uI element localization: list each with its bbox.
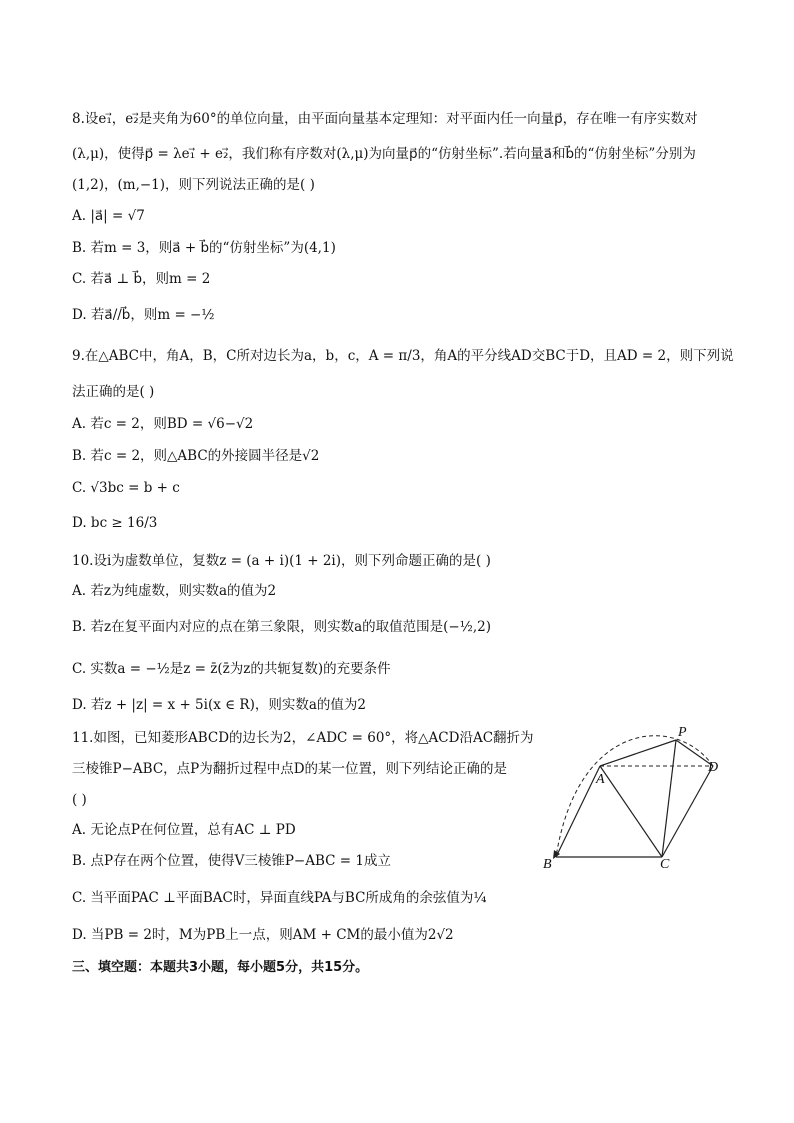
label-P: P: [678, 725, 687, 740]
q11-stem-line-1: 11.如图，已知菱形ABCD的边长为2，∠ADC = 60°，将△ACD沿AC翻折为: [72, 730, 534, 746]
q11-option-c: C. 当平面PAC ⊥平面BAC时，异面直线PA与BC所成角的余弦值为¼: [72, 890, 487, 906]
q11-stem-line-3: ( ): [72, 792, 87, 808]
q9-option-b: B. 若c = 2，则△ABC的外接圆半径是√2: [72, 448, 320, 464]
q9-option-c: C. √3bc = b + c: [72, 480, 180, 496]
edge-PC: [662, 740, 676, 857]
q10-option-a: A. 若z为纯虚数，则实数a的值为2: [72, 583, 277, 599]
q8-option-a: A. |a⃗| = √7: [72, 208, 145, 224]
label-B: B: [543, 857, 552, 872]
q9-stem-line-1: 9.在△ABC中，角A，B，C所对边长为a，b，c，A = π/3，角A的平分线AD交BC于D，且AD = 2，则下列说: [72, 348, 734, 364]
q8-stem-line-1: 8.设e₁⃗，e₂⃗是夹角为60°的单位向量，由平面向量基本定理知：对平面内任一向量p⃗，存在唯一有序实数对: [72, 111, 698, 127]
q9-option-d: D. bc ≥ 16/3: [72, 515, 158, 531]
edge-PA: [600, 740, 676, 766]
q9-stem-line-2: 法正确的是( ): [72, 384, 155, 400]
q11-option-d: D. 当PB = 2时，M为PB上一点，则AM + CM的最小值为2√2: [72, 927, 454, 943]
edge-AB: [556, 766, 600, 857]
q8-option-d: D. 若a⃗//b⃗，则m = −½: [72, 307, 215, 323]
label-D: D: [708, 760, 719, 775]
q8-stem-line-3: (1,2)，(m,−1)，则下列说法正确的是( ): [72, 177, 315, 193]
q8-option-c: C. 若a⃗ ⊥ b⃗，则m = 2: [72, 271, 211, 287]
q10-stem-line-1: 10.设i为虚数单位，复数z = (a + i)(1 + 2i)，则下列命题正确的是( ): [72, 553, 491, 569]
label-C: C: [660, 857, 670, 872]
q10-option-c: C. 实数a = −½是z = z̄(z̄为z的共轭复数)的充要条件: [72, 661, 391, 677]
section-heading-fill-in: 三、填空题：本题共3小题，每小题5分，共15分。: [72, 960, 369, 975]
rhombus-fold-figure: [538, 720, 738, 880]
label-A: A: [596, 772, 605, 787]
q9-option-a: A. 若c = 2，则BD = √6−√2: [72, 416, 254, 432]
q11-option-a: A. 无论点P在何位置，总有AC ⊥ PD: [72, 822, 296, 838]
edge-AC: [600, 766, 662, 857]
q10-option-b: B. 若z在复平面内对应的点在第三象限，则实数a的取值范围是(−½,2): [72, 619, 491, 635]
q8-option-b: B. 若m = 3，则a⃗ + b⃗的“仿射坐标”为(4,1): [72, 240, 336, 256]
q11-option-b: B. 点P存在两个位置，使得V三棱锥P−ABC = 1成立: [72, 853, 391, 869]
q8-stem-line-2: (λ,μ)，使得p⃗ = λe₁⃗ + e₂⃗，我们称有序数对(λ,μ)为向量p⃗的“仿射坐标”.若向量a⃗和b⃗的“仿射坐标”分别为: [72, 146, 696, 162]
edge-CD: [662, 766, 713, 857]
q11-stem-line-2: 三棱锥P−ABC，点P为翻折过程中点D的某一位置，则下列结论正确的是: [72, 761, 508, 777]
q10-option-d: D. 若z + |z| = x + 5i(x ∈ R)，则实数a的值为2: [72, 697, 366, 713]
